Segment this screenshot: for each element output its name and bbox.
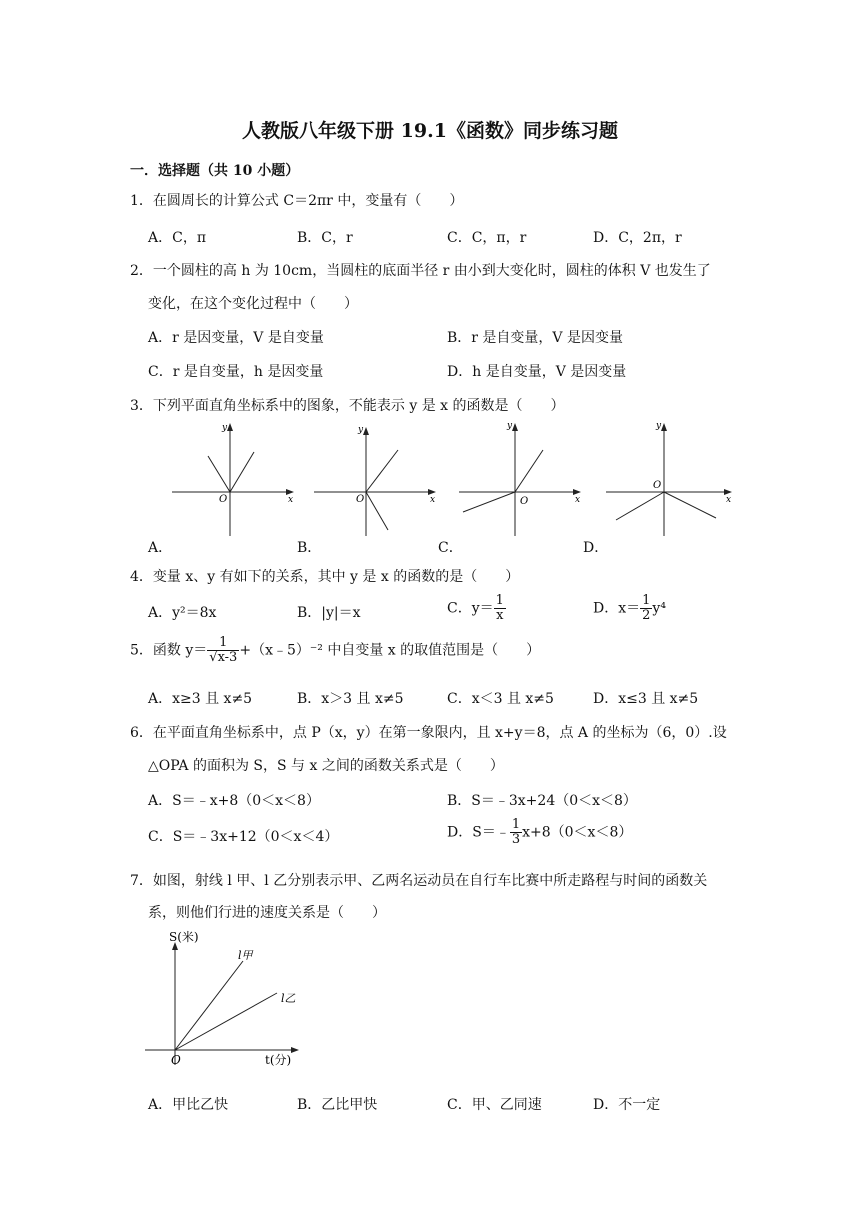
q2-option-a: A．r 是因变量，V 是自变量 <box>148 330 324 346</box>
q1-option-a: A．C，π <box>148 230 207 246</box>
q4-option-c <box>447 594 506 623</box>
q7-option-d: D．不一定 <box>593 1097 661 1113</box>
q5-fraction <box>207 636 239 665</box>
axis-y-label: y <box>358 425 364 435</box>
q6-option-d-suffix: x+8（0＜x＜8） <box>522 824 633 841</box>
q5-option-d: D．x≤3 且 x≠5 <box>593 691 699 707</box>
origin-label: O <box>520 496 529 507</box>
q3-option-d: D． <box>583 540 609 556</box>
q6-option-b: B．S＝﹣3x+24（0＜x＜8） <box>447 793 637 809</box>
q2-option-d: D．h 是自变量，V 是因变量 <box>447 364 627 380</box>
q6-option-c: C．S＝﹣3x+12（0＜x＜4） <box>148 829 339 845</box>
fraction-numerator: 1 <box>495 593 504 608</box>
q6-option-d-fraction <box>510 818 522 847</box>
q3-graph-a <box>170 418 300 538</box>
q6-option-d-prefix: D．S＝﹣ <box>447 824 510 841</box>
question-5-stem <box>130 636 540 665</box>
fraction-denominator: x <box>496 608 504 623</box>
q7-origin-label: O <box>171 1053 181 1067</box>
axis-x-label: x <box>288 495 294 505</box>
question-3-stem: 3．下列平面直角坐标系中的图象，不能表示 y 是 x 的函数是（ ） <box>130 398 565 414</box>
fraction-numerator: 1 <box>511 817 521 832</box>
question-7-stem-line1: 7．如图，射线 l 甲、l 乙分别表示甲、乙两名运动员在自行车比赛中所走路程与时间的函数关 <box>130 873 708 889</box>
q3-graph-c <box>457 418 587 538</box>
axis-x-label: x <box>726 495 732 505</box>
axis-y-label: y <box>222 423 228 433</box>
question-4-stem: 4．变量 x、y 有如下的关系，其中 y 是 x 的函数的是（ ） <box>130 569 520 585</box>
q3-graph-b <box>312 418 442 538</box>
q6-option-a: A．S＝﹣x+8（0＜x＜8） <box>148 793 320 809</box>
q7-graph <box>145 925 310 1070</box>
q5-option-a: A．x≥3 且 x≠5 <box>148 691 253 707</box>
q7-y-axis-label: S(米) <box>169 930 199 944</box>
q7-line2-label: l乙 <box>281 992 296 1005</box>
fraction-denominator: 2 <box>642 608 651 623</box>
q7-line1-label: l甲 <box>238 949 253 962</box>
q4-option-c-prefix: C．y＝ <box>447 600 494 617</box>
question-2-stem-line2: 变化，在这个变化过程中（ ） <box>148 296 358 312</box>
origin-label: O <box>653 480 662 491</box>
fraction-denominator: 3 <box>511 832 521 847</box>
q5-option-c: C．x＜3 且 x≠5 <box>447 691 554 707</box>
q4-option-c-fraction <box>494 594 506 623</box>
question-1-stem: 1．在圆周长的计算公式 C＝2πr 中，变量有（ ） <box>130 193 464 209</box>
q1-option-c: C．C，π，r <box>447 230 527 246</box>
axis-x-label: x <box>430 495 436 505</box>
q4-option-d-fraction <box>640 594 652 623</box>
q1-option-d: D．C，2π，r <box>593 230 682 246</box>
question-2-stem-line1: 2．一个圆柱的高 h 为 10cm，当圆柱的底面半径 r 由小到大变化时，圆柱的体积 V 也发生了 <box>130 263 711 279</box>
q3-graph-d <box>602 418 737 538</box>
axis-y-label: y <box>656 421 662 431</box>
q5-suffix: +（x﹣5）⁻² 中自变量 x 的取值范围是（ ） <box>239 642 541 659</box>
origin-label: O <box>219 494 228 505</box>
q5-option-b: B．x＞3 且 x≠5 <box>297 691 404 707</box>
question-6-stem-line1: 6．在平面直角坐标系中，点 P（x，y）在第一象限内，且 x+y＝8，点 A 的坐标为（6，0）.设 <box>130 725 727 741</box>
q7-option-c: C．甲、乙同速 <box>447 1097 542 1113</box>
question-6-stem-line2: △OPA 的面积为 S，S 与 x 之间的函数关系式是（ ） <box>148 758 504 774</box>
q2-option-b: B．r 是自变量，V 是因变量 <box>447 330 623 346</box>
axis-y-label: y <box>507 421 513 431</box>
q2-option-c: C．r 是自变量，h 是因变量 <box>148 364 324 380</box>
q6-option-d <box>447 818 632 847</box>
q4-option-a: A．y²＝8x <box>148 605 217 621</box>
q4-option-d-suffix: y⁴ <box>652 600 666 617</box>
question-7-stem-line2: 系，则他们行进的速度关系是（ ） <box>148 905 386 921</box>
page-title: 人教版八年级下册 19.1《函数》同步练习题 <box>242 120 618 142</box>
q4-option-d <box>593 594 666 623</box>
q3-option-b: B． <box>297 540 322 556</box>
q5-prefix: 5．函数 y＝ <box>130 642 208 659</box>
q7-option-a: A．甲比乙快 <box>148 1097 229 1113</box>
section-heading: 一．选择题（共 10 小题） <box>130 163 300 179</box>
q3-option-a: A． <box>148 540 173 556</box>
axis-x-label: x <box>575 495 581 505</box>
q7-option-b: B．乙比甲快 <box>297 1097 378 1113</box>
q3-option-c: C． <box>438 540 463 556</box>
origin-label: O <box>356 494 365 505</box>
fraction-numerator: 1 <box>207 636 239 651</box>
q4-option-d-prefix: D．x＝ <box>593 600 641 617</box>
q4-option-b: B．|y|＝x <box>297 605 361 621</box>
q1-option-b: B．C，r <box>297 230 353 246</box>
fraction-numerator: 1 <box>642 593 651 608</box>
fraction-denominator: √x-3 <box>209 650 238 665</box>
q7-x-axis-label: t(分) <box>265 1053 292 1067</box>
